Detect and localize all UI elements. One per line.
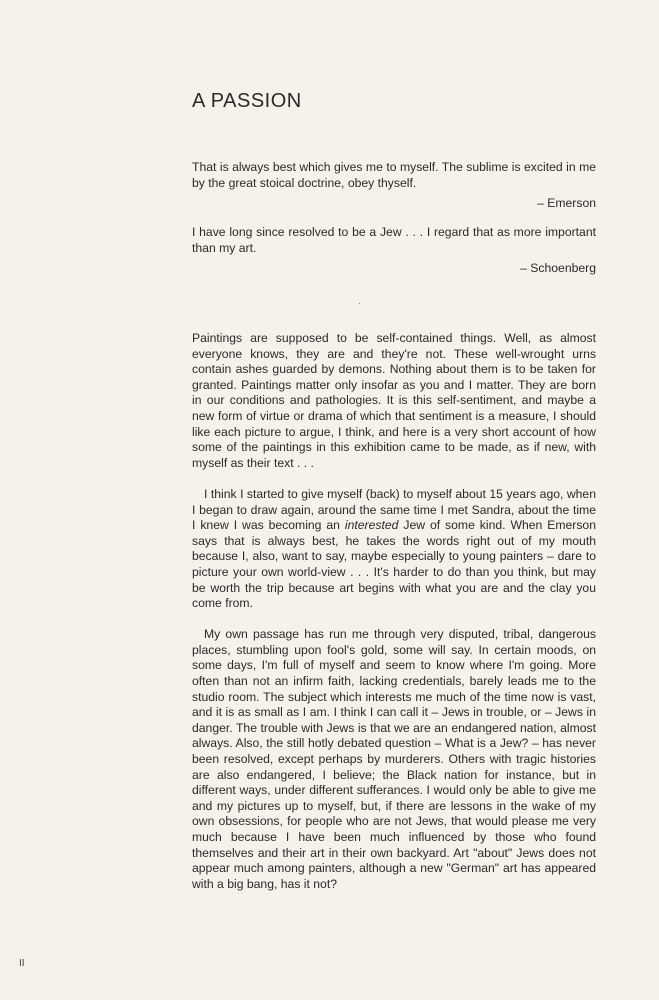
- paragraph-1: Paintings are supposed to be self-contained things. Well, as almost everyone knows, they are and they're not. These well-wrought urns contain ashes guarded by demons. Nothing about them is to be taken for granted. Paintings matter only insofar as you and I matter. They are born in our conditions and pathologies. It is this self-sentiment, and maybe a new form of virtue or drama of which that sentiment is a measure, I should like each picture to argue, I think, and here is a very short account of how some of the paintings in this exhibition came to be made, as if new, with myself as their text . . .: [192, 331, 596, 470]
- paragraph-2: [192, 487, 596, 612]
- page-title: A PASSION: [192, 90, 302, 112]
- page-number: II: [19, 958, 25, 969]
- paragraph-3: My own passage has run me through very disputed, tribal, dangerous places, stumbling upon fool's gold, some will say. In certain moods, on some days, I'm full of myself and seem to know where I'm going. More often than not an infirm faith, lacking credentials, barely leads me to the studio room. The subject which interests me much of the time now is vast, and it is as small as I am. I think I can call it – Jews in trouble, or – Jews in danger. The trouble with Jews is that we are an endangered nation, almost always. Also, the still hotly debated question – What is a Jew? – has never been resolved, except perhaps by murderers. Others with tragic histories are also endangered, I believe; the Black nation for instance, but in different ways, under different sufferances. I would only be able to give me and my pictures up to myself, but, if there are lessons in the wake of my own obsessions, for people who are not Jews, that would please me very much because I have been much influenced by those who found themselves and their art in their own backyard. Art "about" Jews does not appear much among painters, although a new "German" art has appeared with a big bang, has it not?: [192, 627, 596, 891]
- epigraph-emerson-quote: That is always best which gives me to myself. The sublime is excited in me by the great stoical doctrine, obey thyself.: [192, 160, 596, 190]
- epigraph-schoenberg-attribution: – Schoenberg: [520, 261, 596, 275]
- paragraph-2-after: Jew of some kind. When Emerson says that is always best, he takes the words right out of my mouth because I, also, want to say, maybe especially to young painters – dare to picture your own world-view . . . It's harder to do than you think, but may be worth the trip because art begins with what you are and the clay you come from.: [192, 518, 596, 611]
- section-separator: ·: [358, 299, 361, 308]
- paragraph-2-emphasis: interested: [344, 518, 399, 533]
- paragraph-2-before: I think I started to give myself (back) to myself about 15 years ago, when I began to draw again, around the same time I met Sandra, about the time I knew I was becoming an: [192, 486, 596, 533]
- epigraph-emerson-attribution: – Emerson: [537, 196, 596, 210]
- epigraph-schoenberg-quote: I have long since resolved to be a Jew . . . I regard that as more important than my art.: [192, 225, 596, 255]
- essay-body: [192, 331, 596, 908]
